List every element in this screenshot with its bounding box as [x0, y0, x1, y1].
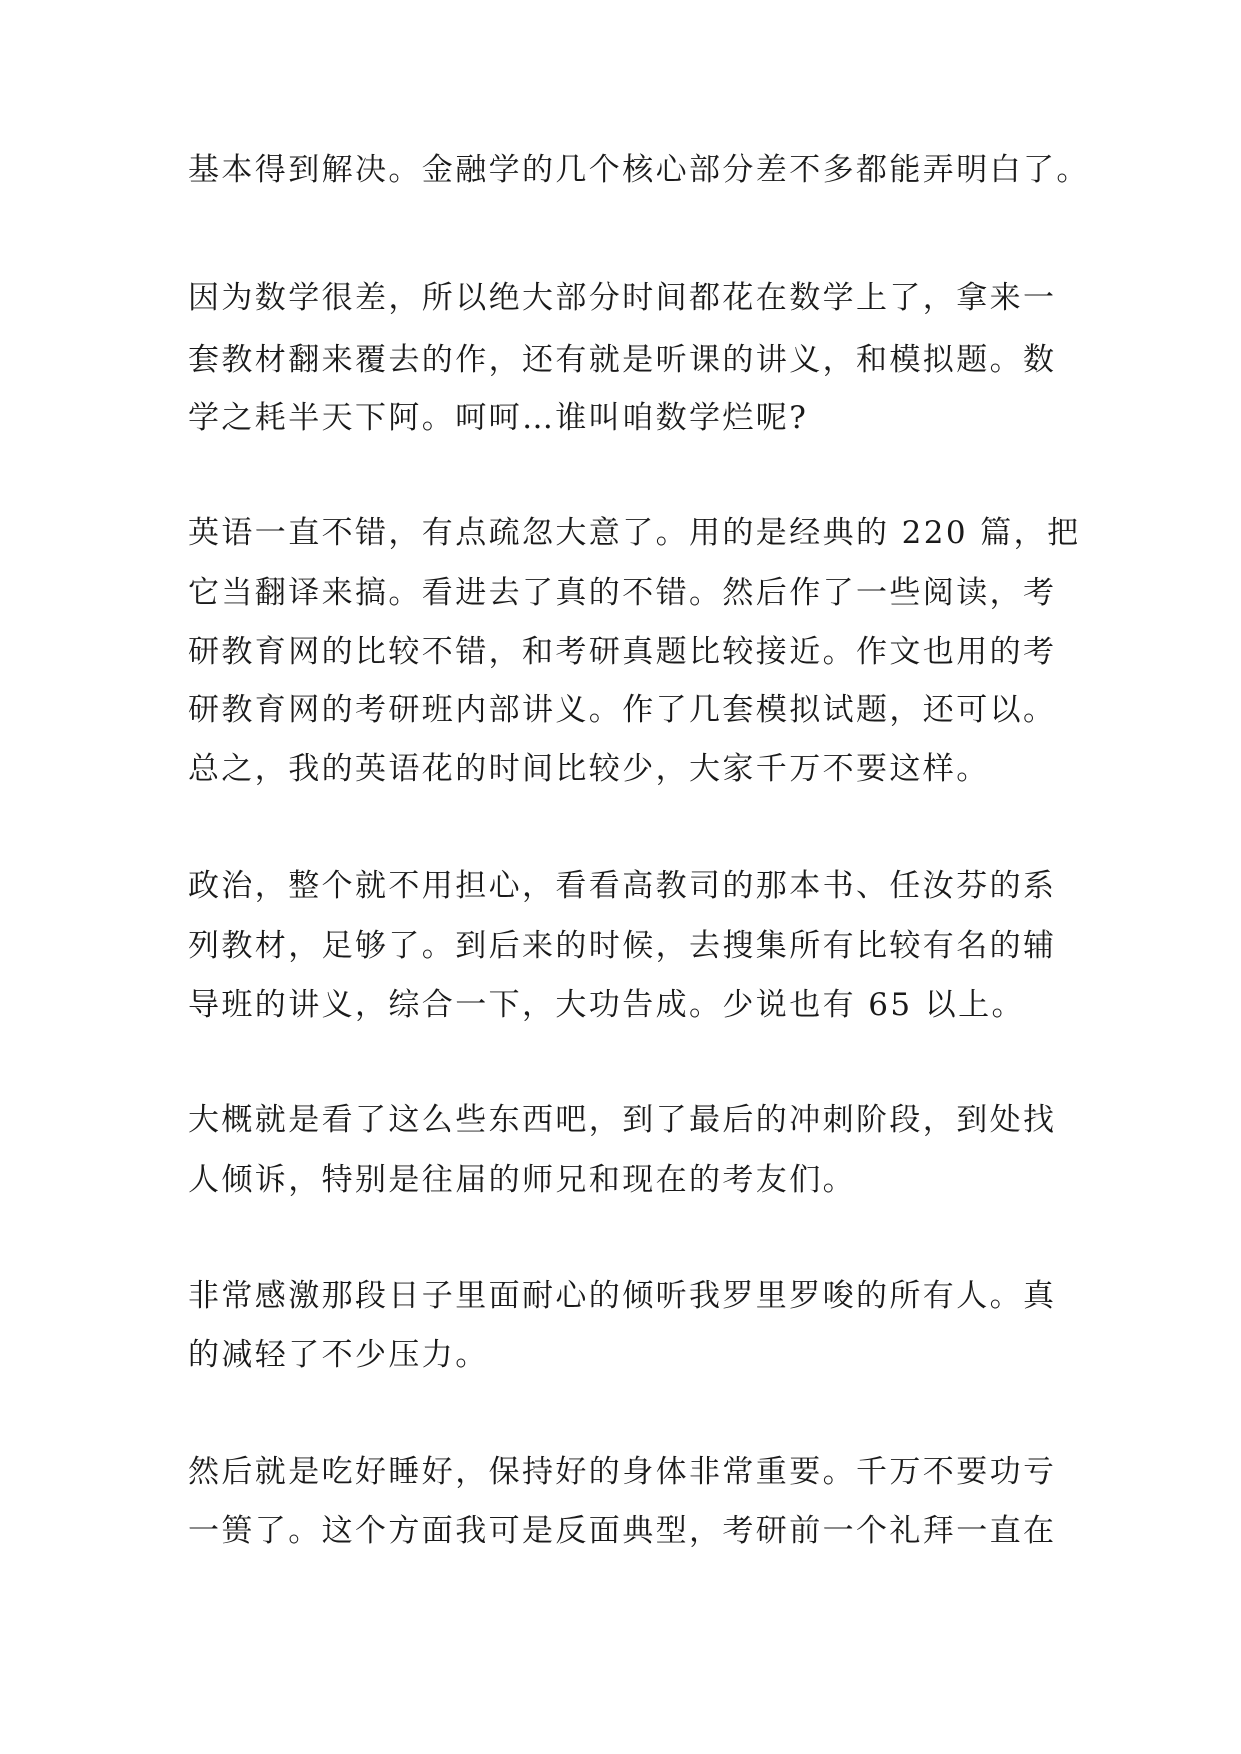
- text-line: 然后就是吃好睡好，保持好的身体非常重要。千万不要功亏: [188, 1454, 1057, 1490]
- text-line: 导班的讲义，综合一下，大功告成。少说也有 65 以上。: [188, 987, 1025, 1023]
- text-line: 一篑了。这个方面我可是反面典型，考研前一个礼拜一直在: [188, 1513, 1057, 1549]
- text-line: 非常感激那段日子里面耐心的倾听我罗里罗唆的所有人。真: [188, 1278, 1057, 1314]
- text-line: 它当翻译来搞。看进去了真的不错。然后作了一些阅读，考: [188, 575, 1057, 611]
- text-line: 学之耗半天下阿。呵呵…谁叫咱数学烂呢?: [188, 400, 809, 436]
- text-line: 英语一直不错，有点疏忽大意了。用的是经典的 220 篇，把: [188, 515, 1081, 551]
- text-line: 因为数学很差，所以绝大部分时间都花在数学上了，拿来一: [188, 280, 1057, 316]
- text-line: 研教育网的比较不错，和考研真题比较接近。作文也用的考: [188, 634, 1057, 670]
- text-line: 研教育网的考研班内部讲义。作了几套模拟试题，还可以。: [188, 692, 1057, 728]
- text-line: 大概就是看了这么些东西吧，到了最后的冲刺阶段，到处找: [188, 1102, 1057, 1138]
- text-line: 基本得到解决。金融学的几个核心部分差不多都能弄明白了。: [188, 152, 1090, 188]
- text-line: 人倾诉，特别是往届的师兄和现在的考友们。: [188, 1162, 856, 1198]
- text-line: 政治，整个就不用担心，看看高教司的那本书、任汝芬的系: [188, 868, 1057, 904]
- text-line: 的减轻了不少压力。: [188, 1337, 489, 1373]
- text-line: 套教材翻来覆去的作，还有就是听课的讲义，和模拟题。数: [188, 342, 1057, 378]
- text-line: 总之，我的英语花的时间比较少，大家千万不要这样。: [188, 751, 990, 787]
- text-line: 列教材，足够了。到后来的时候，去搜集所有比较有名的辅: [188, 928, 1057, 964]
